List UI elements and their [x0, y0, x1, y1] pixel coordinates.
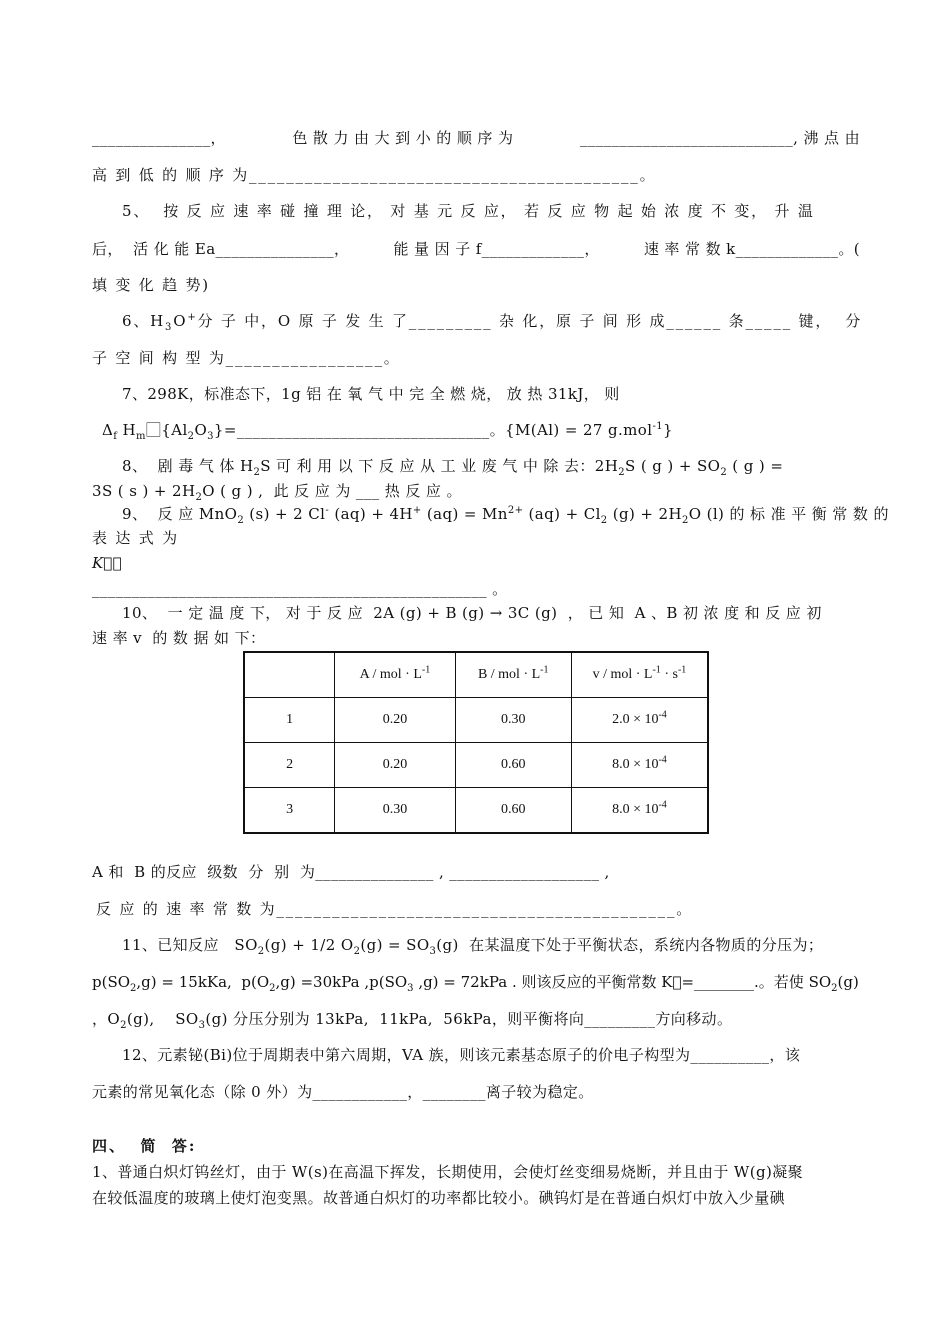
boiling-order-blank: ___________________________, 沸 点 由	[579, 129, 860, 147]
q4-line-2: 高 到 低 的 顺 序 为__________________________________________。	[92, 166, 657, 184]
dispersion-order-label: 色 散 力 由 大 到 小 的 顺 序 为	[292, 129, 514, 147]
table-cell: $8.0 \times 10^{-4}$	[571, 788, 708, 834]
section-4-heading: 四、 简 答:	[92, 1137, 197, 1155]
table-cell: 1	[244, 698, 335, 743]
q10-line-1: 10、 一 定 温 度 下， 对 于 反 应 2A (g) + B (g) → 3C (g) ， 已 知 A 、B 初 浓 度 和 反 应 初	[122, 604, 822, 622]
q5-line-2	[92, 239, 860, 259]
q9-line-1: 9、 反 应 MnO$_2$ (s) + 2 Cl- (aq) + 4H+ $(aq) = Mn^{2+}$ $(aq) + Cl_2$ $(g) + 2H_2O$ (l) 的 标 准 平 衡 常 数 的	[122, 505, 889, 526]
q5-line-1: 5、 按 反 应 速 率 碰 撞 理 论， 对 基 元 反 应， 若 反 应 物 起 始 浓 度 不 变， 升 温	[122, 202, 815, 220]
q10-order-line: A 和 B 的反应 级数 分 别 为_______________ , ___________________ ,	[92, 863, 610, 881]
q7-line-2: $\Delta_f$ $H_m⃞\{Al_2O_3\}=\_\_\_\_\_\_\_\_\_\_\_\_\_\_\_\_\_\_\_\_\_\_\_\_\_\_\_\_\_\_\_\_$。{M(Al) = 27 g.mol$^{-1}$}	[102, 421, 673, 442]
q9-line-2: 表 达 式 为	[92, 529, 179, 547]
standard-state-icon: ⃞	[145, 421, 162, 439]
table-header-cell: B / mol · $L^{-1}$	[455, 652, 571, 698]
rate-data-table	[243, 651, 709, 834]
table-cell: 0.30	[455, 698, 571, 743]
q5-line-3: 填 变 化 趋 势)	[92, 276, 210, 294]
table-cell: 2	[244, 743, 335, 788]
q6-line-1: 6、$H_3O^+$分 子 中，O 原 子 发 生 了_________ 杂 化，原 子 间 形 成______ 条_____ 键， 分	[122, 312, 863, 333]
q12-line-1: 12、元素铋(Bi)位于周期表中第六周期，VA 族，则该元素基态原子的价电子构型为__________，该	[122, 1046, 801, 1064]
table-header-cell	[244, 652, 335, 698]
q8-line-2: 3S ( s ) + $2H_2O$ ( g ) , 此 反 应 为 ___ 热 反 应 。	[92, 482, 462, 503]
q11-line-1: 11、已知反应 $SO_2(g) + 1/2$ $O_2(g) = SO_3(g)$ 在某温度下处于平衡状态，系统内各物质的分压为；	[122, 936, 824, 957]
activation-energy-blank: 后， 活 化 能 Ea_______________，	[92, 240, 350, 258]
table-cell: 0.60	[455, 743, 571, 788]
table-header-row	[244, 652, 708, 698]
q6-line-2: 子 空 间 构 型 为_________________。	[92, 349, 401, 367]
q11-line-3: ，$O_2(g)$, $SO_3(g)$ 分压分别为 13kPa, 11kPa, 56kPa，则平衡将向_________方向移动。	[92, 1010, 733, 1031]
table-cell: 3	[244, 788, 335, 834]
table-row	[244, 788, 708, 834]
q10-line-2: 速 率 v 的 数 据 如 下：	[92, 629, 266, 647]
table-header-cell: v / mol · $L^{-1} \cdot s^{-1}$	[571, 652, 708, 698]
table-row	[244, 698, 708, 743]
table-cell: 0.30	[335, 788, 455, 834]
table-cell: $2.0 \times 10^{-4}$	[571, 698, 708, 743]
energy-factor-blank: 能 量 因 子 f_____________，	[393, 240, 600, 258]
table-cell: 0.20	[335, 743, 455, 788]
table-cell: 0.20	[335, 698, 455, 743]
table-header-cell: A / mol · $L^{-1}$	[335, 652, 455, 698]
q11-line-2: $p(SO_2,g) = 15kKa$, $p(O_2,g) =30kPa$ $,p(SO_3$ ,g) = 72kPa . 则该反应的平衡常数 K⃞=________.。若使 $SO_2(g)$	[92, 973, 859, 994]
rate-constant-blank: 速 率 常 数 k_____________。(	[643, 240, 860, 258]
blank-1: _______________，	[92, 129, 226, 147]
q12-line-2: 元素的常见氧化态（除 0 外）为____________，________离子较为稳定。	[92, 1083, 594, 1101]
q8-line-1: 8、 剧 毒 气 体 $H_2S$ 可 利 用 以 下 反 应 从 工 业 废 气 中 除 去：$2H_2S$ ( g ) + $SO_2$ ( g ) =	[122, 457, 784, 478]
q9-k-label: K⃞＝	[92, 554, 123, 572]
s1-line-2: 在较低温度的玻璃上使灯泡变黑。故普通白炽灯的功率都比较小。碘钨灯是在普通白炽灯中放入少量碘	[92, 1189, 786, 1207]
q9-blank: __________________________________________________ 。	[92, 580, 508, 598]
q10-rate-constant-line: 反 应 的 速 率 常 数 为___________________________________________。	[96, 900, 694, 918]
q7-line-1: 7、298K，标准态下，1g 铝 在 氧 气 中 完 全 燃 烧， 放 热 31kJ， 则	[122, 385, 620, 403]
s1-line-1: 1、普通白炽灯钨丝灯，由于 W(s)在高温下挥发，长期使用，会使灯丝变细易烧断，并且由于 W(g)凝聚	[92, 1163, 804, 1181]
table-cell: $8.0 \times 10^{-4}$	[571, 743, 708, 788]
q4-line-1	[92, 128, 860, 148]
table-cell: 0.60	[455, 788, 571, 834]
table-row	[244, 743, 708, 788]
